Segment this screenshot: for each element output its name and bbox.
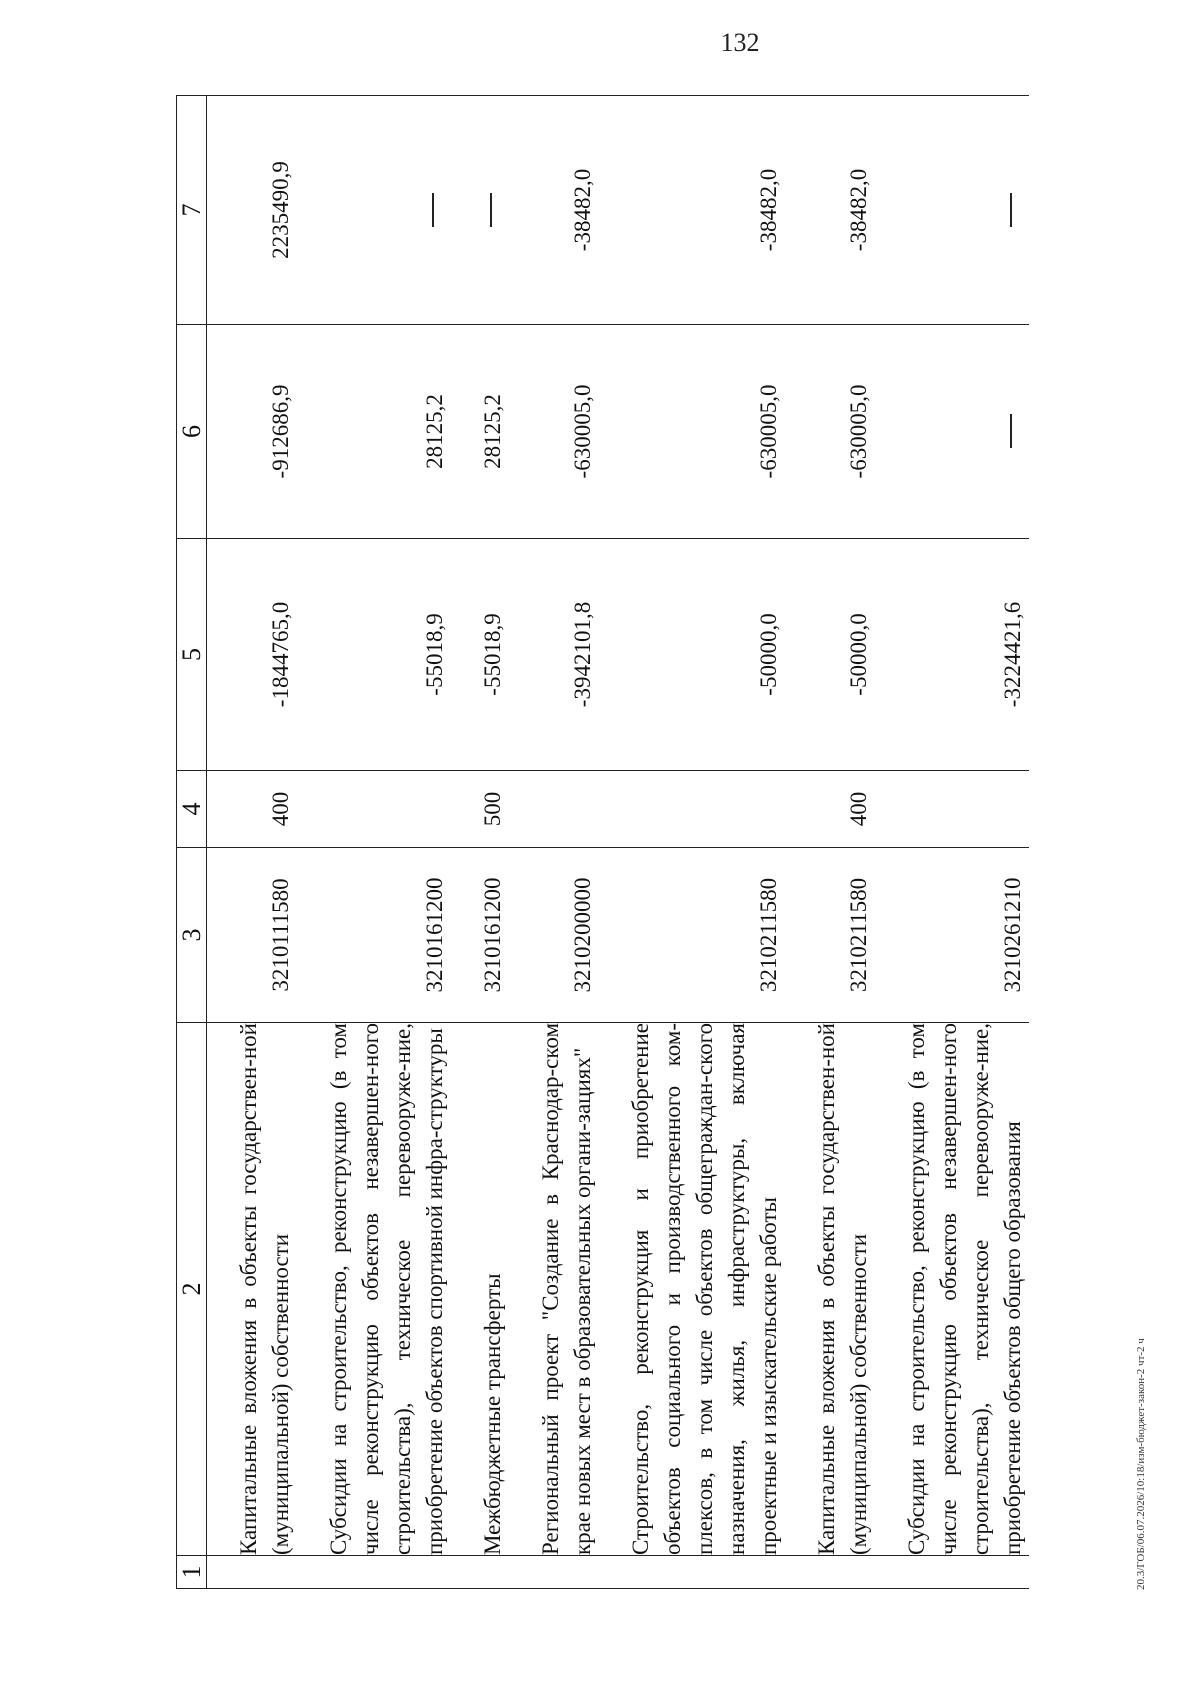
dash-mark bbox=[1010, 193, 1012, 227]
row-value-5: -50000,0 bbox=[625, 539, 785, 771]
row-code: 3210261210 bbox=[901, 848, 1029, 1023]
rotated-table-container bbox=[176, 96, 1071, 1589]
row-type: 400 bbox=[811, 771, 875, 848]
page-number: 132 bbox=[720, 28, 760, 57]
row-code: 3210111580 bbox=[207, 848, 297, 1023]
dash-mark bbox=[432, 193, 434, 227]
row-value-5: -3942101,8 bbox=[535, 539, 599, 771]
row-description: Капитальные вложения в объекты государствен-ной (муниципальной) собственности bbox=[207, 1023, 297, 1556]
header-col-5: 5 bbox=[177, 539, 207, 771]
dash-mark bbox=[1010, 415, 1012, 449]
header-col-2: 2 bbox=[177, 1023, 207, 1556]
row-value-6: 28125,2 bbox=[323, 325, 451, 539]
table-header-row bbox=[177, 96, 207, 1589]
row-value-7 bbox=[477, 96, 509, 325]
row-value-7: -38482,0 bbox=[625, 96, 785, 325]
row-value-5: -55018,9 bbox=[323, 539, 451, 771]
row-value-5: -1844765,0 bbox=[207, 539, 297, 771]
row-value-6: -630005,0 bbox=[625, 325, 785, 539]
row-description: Строительство, реконструкция и приобретение объектов социального и производственного ком-плексов, в том числе объектов общеграждан-ского назначения, жилья, инфраструктуры, включая проектные и изыскательские работы bbox=[625, 1023, 785, 1556]
header-col-4: 4 bbox=[177, 771, 207, 848]
header-col-7: 7 bbox=[177, 96, 207, 325]
table-row bbox=[477, 96, 509, 1589]
row-code: 3210211580 bbox=[625, 848, 785, 1023]
row-value-7: -38482,0 bbox=[811, 96, 875, 325]
row-type: 500 bbox=[477, 771, 509, 848]
row-description: Межбюджетные трансферты bbox=[477, 1023, 509, 1556]
row-value-6: 28125,2 bbox=[477, 325, 509, 539]
document-footer-code: 20.3/ГОБ/06.07.2026/10:18/изм-бюджет-закон-2 чт-2 ч bbox=[1135, 1338, 1147, 1590]
row-description: Капитальные вложения в объекты государствен-ной (муниципальной) собственности bbox=[811, 1023, 875, 1556]
table-row bbox=[811, 96, 875, 1589]
row-value-5: -50000,0 bbox=[811, 539, 875, 771]
row-code: 3210161200 bbox=[323, 848, 451, 1023]
dash-mark bbox=[490, 193, 492, 227]
row-value-7 bbox=[323, 96, 451, 325]
row-value-6: -630005,0 bbox=[811, 325, 875, 539]
row-type bbox=[625, 771, 785, 848]
row-description: Региональный проект "Создание в Краснодар-ском крае новых мест в образовательных органи-зациях" bbox=[535, 1023, 599, 1556]
row-value-5: -55018,9 bbox=[477, 539, 509, 771]
row-value-7: 2235490,9 bbox=[207, 96, 297, 325]
table-row bbox=[535, 96, 599, 1589]
row-value-7 bbox=[901, 96, 1029, 325]
table-row bbox=[625, 96, 785, 1589]
budget-table bbox=[176, 95, 1029, 1589]
row-type bbox=[323, 771, 451, 848]
row-code: 3210211580 bbox=[811, 848, 875, 1023]
row-code: 3210200000 bbox=[535, 848, 599, 1023]
row-description: Субсидии на строительство, реконструкцию (в том числе реконструкцию объектов незавершен-ного строительства), техническое перевооруже-ние, приобретение объектов общего образования bbox=[901, 1023, 1029, 1556]
row-value-7: -38482,0 bbox=[535, 96, 599, 325]
table-row bbox=[207, 96, 297, 1589]
header-col-3: 3 bbox=[177, 848, 207, 1023]
header-col-6: 6 bbox=[177, 325, 207, 539]
row-description: Субсидии на строительство, реконструкцию (в том числе реконструкцию объектов незавершен-ного строительства), техническое перевооруже-ние, приобретение объектов спортивной инфра-структуры bbox=[323, 1023, 451, 1556]
table-row bbox=[901, 96, 1029, 1589]
row-value-6: -630005,0 bbox=[535, 325, 599, 539]
row-value-6 bbox=[901, 325, 1029, 539]
header-col-1: 1 bbox=[177, 1556, 207, 1589]
row-value-6: -912686,9 bbox=[207, 325, 297, 539]
row-type bbox=[535, 771, 599, 848]
row-type bbox=[901, 771, 1029, 848]
table-row bbox=[323, 96, 451, 1589]
row-code: 3210161200 bbox=[477, 848, 509, 1023]
row-type: 400 bbox=[207, 771, 297, 848]
row-value-5: -3224421,6 bbox=[901, 539, 1029, 771]
